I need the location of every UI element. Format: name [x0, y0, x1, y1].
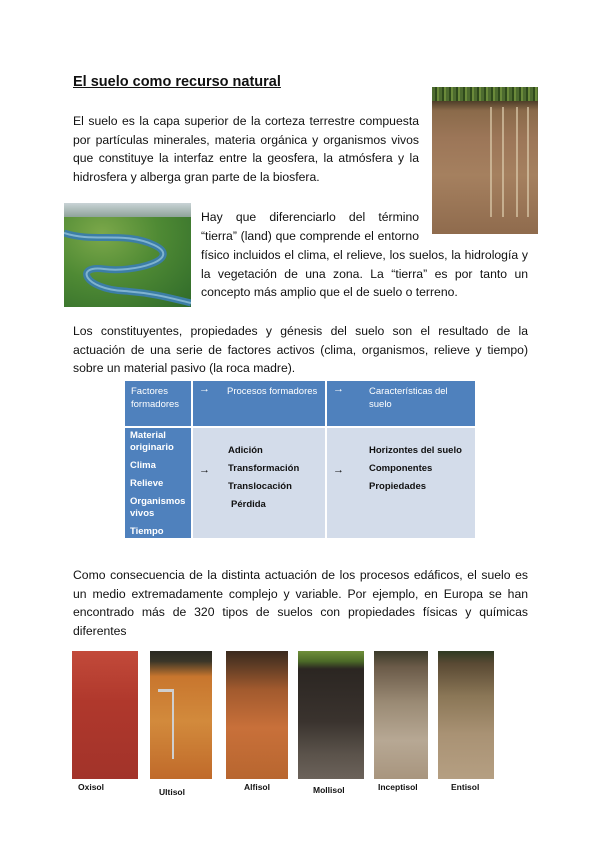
- soil-label-inceptisol: Inceptisol: [378, 782, 418, 792]
- soil-formation-table: [125, 381, 475, 538]
- header-characteristics: → Características del suelo: [327, 381, 475, 426]
- entisol-photo: [438, 651, 494, 779]
- paragraph-land-definition: físico incluidos el clima, el relieve, los suelos, la hidrología y la vegetación de una zona. La “tierra” es por tanto un concepto más amplio que el de suelo o terreno.: [201, 248, 528, 300]
- paragraph-soil-variability: Como consecuencia de la distinta actuación de los procesos edáficos, el suelo es un medio extremadamente complejo y variable. Por ejemplo, en Europa se han encontrado más de 320 tipos de suelos con propiedades físicas y químicas diferentes: [73, 568, 528, 638]
- soil-label-mollisol: Mollisol: [313, 785, 345, 795]
- header-processes: → Procesos formadores: [193, 381, 325, 426]
- arrow-icon: →: [199, 383, 210, 395]
- soil-label-oxisol: Oxisol: [78, 782, 104, 792]
- arrow-icon: →: [333, 464, 344, 476]
- soil-label-alfisol: Alfisol: [244, 782, 270, 792]
- arrow-icon: →: [333, 383, 344, 395]
- processes-cell: → Adición Transformación Translocación Pérdida: [193, 428, 325, 538]
- page-title: El suelo como recurso natural: [73, 74, 281, 90]
- soil-label-entisol: Entisol: [451, 782, 480, 792]
- characteristics-cell: → Horizontes del suelo Componentes Propiedades: [327, 428, 475, 538]
- soil-label-ultisol: Ultisol: [159, 787, 185, 797]
- river-aerial-photo: [64, 203, 191, 307]
- oxisol-photo: [72, 651, 138, 779]
- factors-cell: Material originario Clima Relieve Organismos vivos Tiempo: [125, 428, 191, 538]
- arrow-icon: →: [199, 464, 210, 476]
- ultisol-photo: [150, 651, 212, 779]
- inceptisol-photo: [374, 651, 428, 779]
- paragraph-soil-factors: Los constituyentes, propiedades y génesis del suelo son el resultado de la actuación de una serie de factores activos (clima, organismos, relieve y tiempo) sobre un material pasivo (la roca madre).: [73, 324, 528, 376]
- mollisol-photo: [298, 651, 364, 779]
- header-factors: Factores formadores: [125, 381, 191, 426]
- paragraph-soil-definition: El suelo es la capa superior de la corteza terrestre compuesta por partículas minerales, materia orgánica y organismos vivos que constituye la interfaz entre la geosfera, la atmósfera y la hidrosfera y alberga gran parte de la biosfera.: [73, 114, 419, 184]
- soil-profile-photo: [432, 87, 538, 234]
- paragraph-land-intro: Hay que diferenciarlo del término “tierra” (land) que comprende el entorno: [201, 210, 419, 243]
- alfisol-photo: [226, 651, 288, 779]
